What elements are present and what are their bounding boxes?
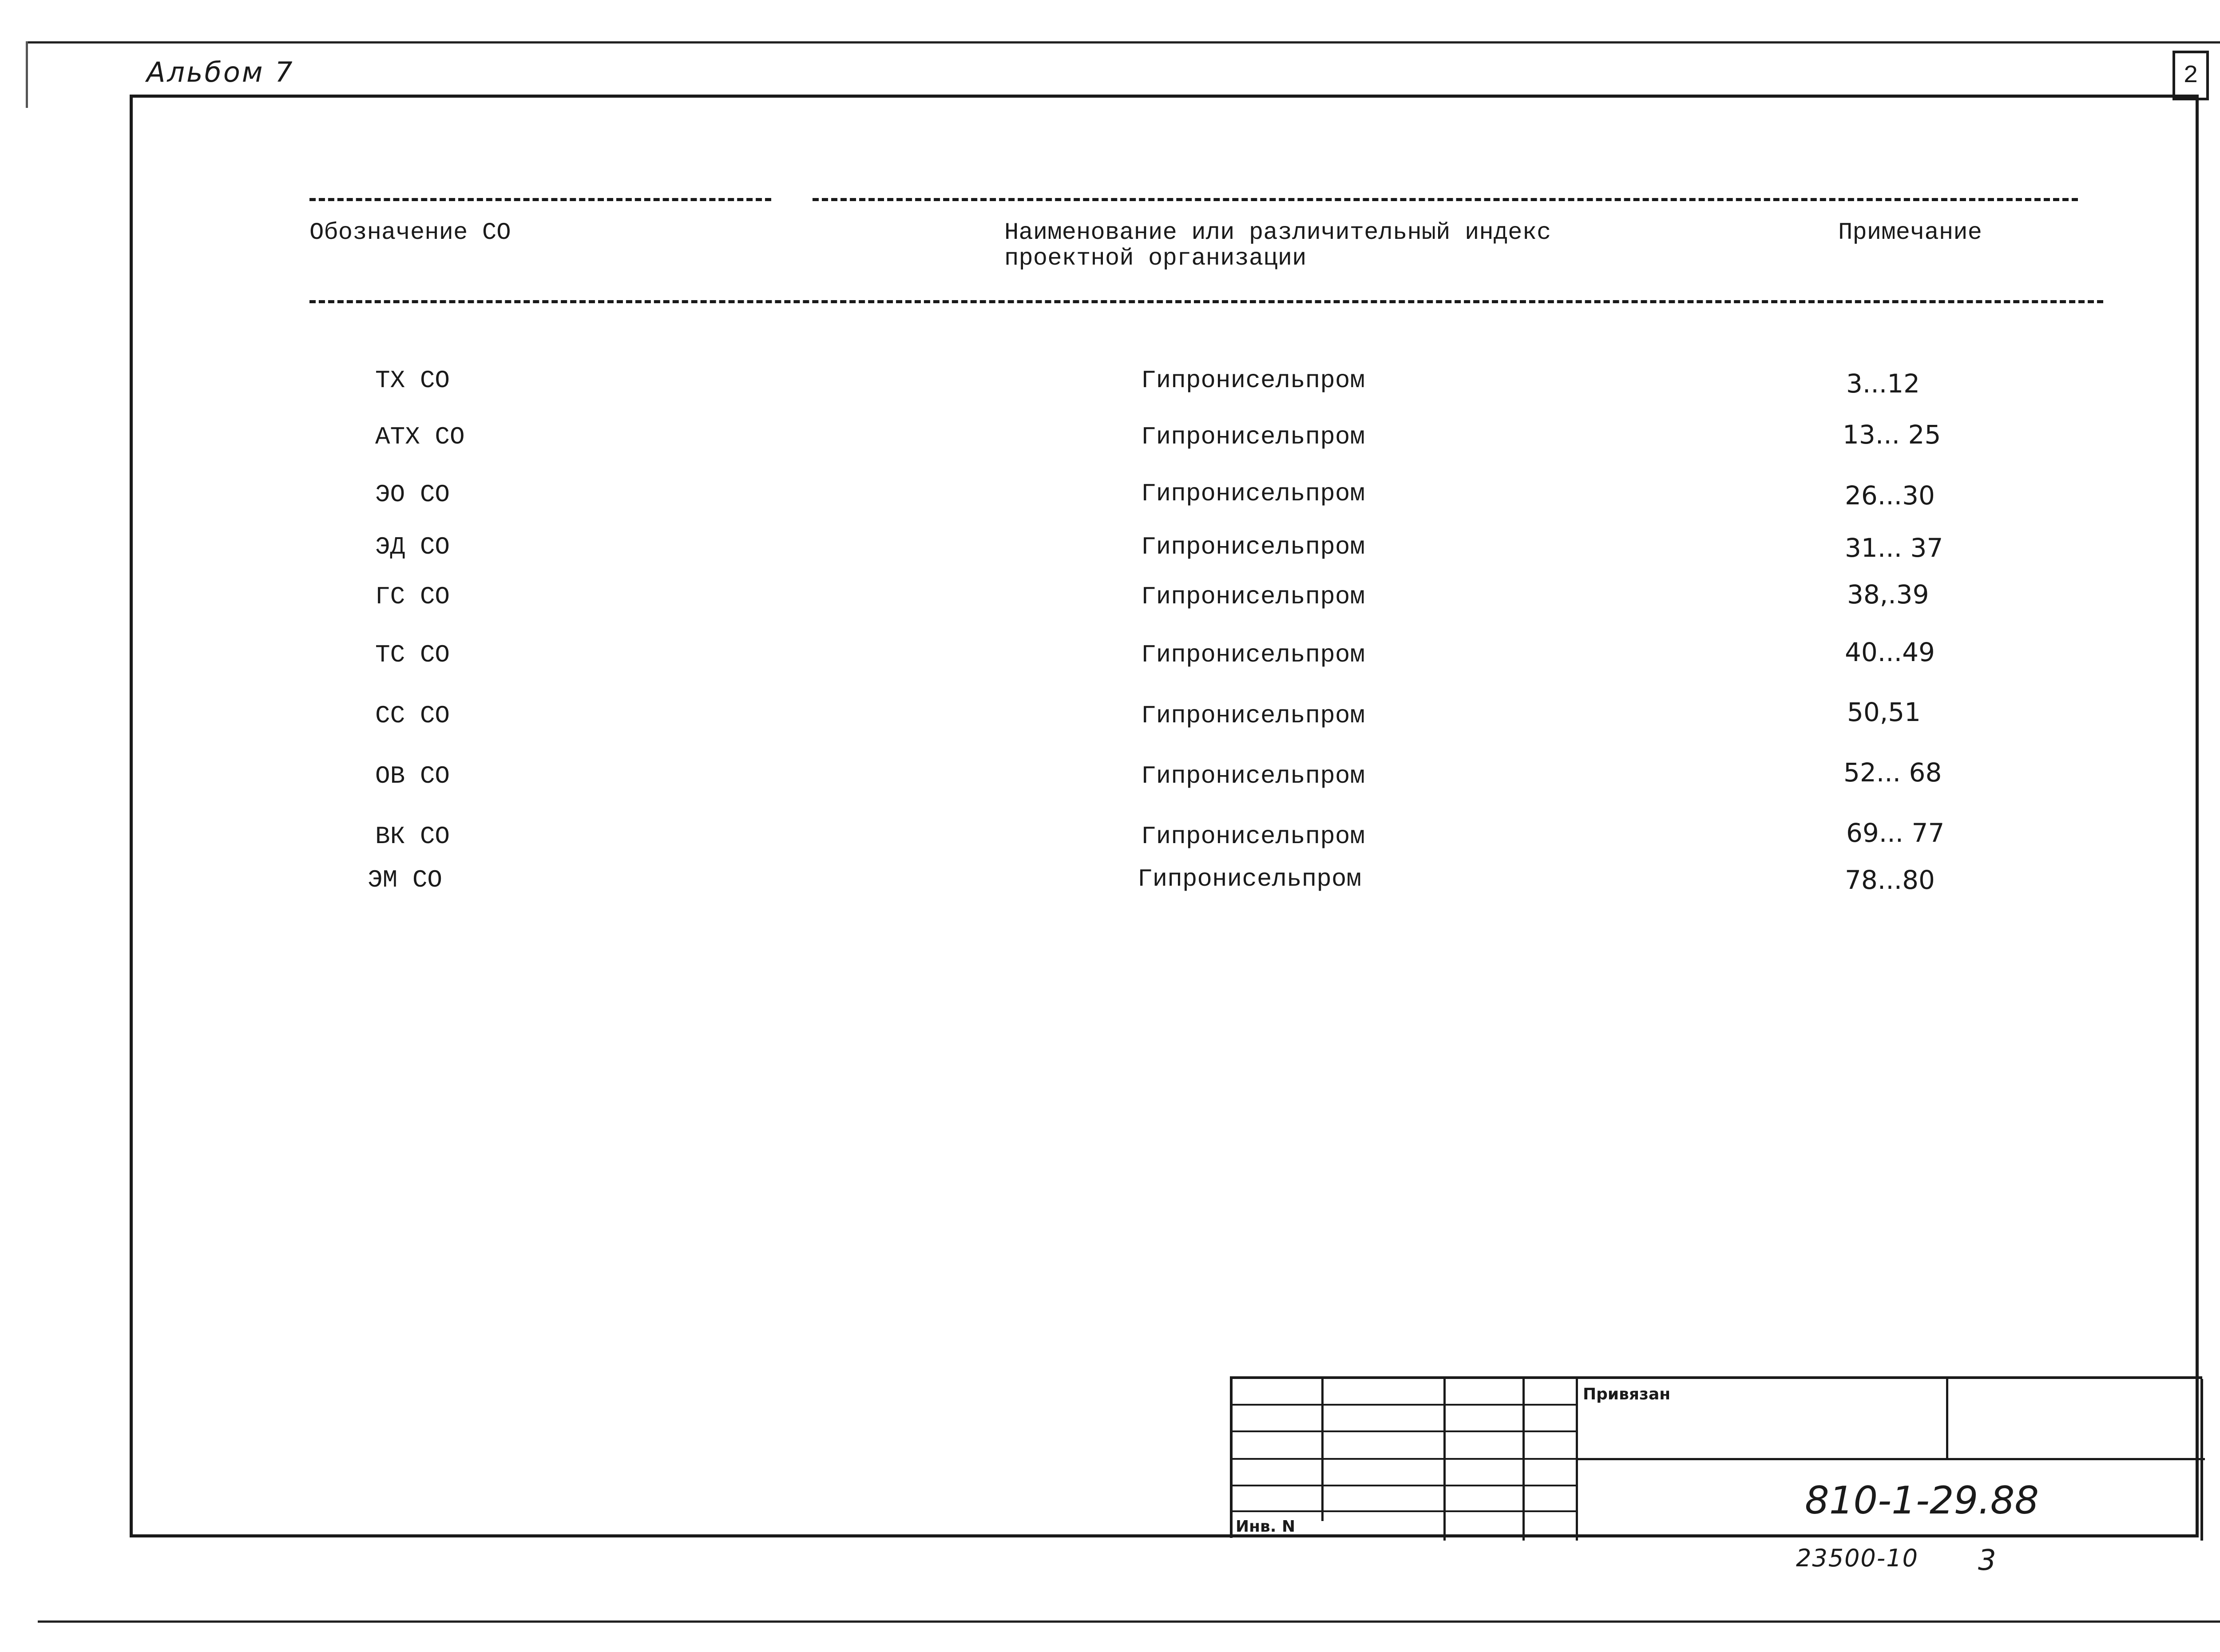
row-organization: Гипронисельпром xyxy=(1141,533,1365,561)
album-label: Альбом 7 xyxy=(147,56,294,88)
column-header-designation: Обозначение СО xyxy=(309,219,511,246)
sheet-number: 2 xyxy=(2172,51,2209,100)
row-code: ГС СО xyxy=(375,582,450,611)
document-code: 810-1-29.88 xyxy=(1805,1478,2039,1523)
row-note: 13... 25 xyxy=(1843,420,1941,450)
row-note: 40...49 xyxy=(1845,637,1935,667)
row-note: 26...30 xyxy=(1845,480,1935,511)
header-bottom-dashes xyxy=(309,300,2103,303)
row-organization: Гипронисельпром xyxy=(1141,582,1365,611)
inventory-number-label: Инв. N xyxy=(1236,1517,1296,1536)
row-code: ЭО СО xyxy=(375,480,450,509)
column-header-note: Примечание xyxy=(1838,219,1982,246)
row-code: ТС СО xyxy=(375,641,450,669)
row-code: ЭД СО xyxy=(375,533,450,561)
row-code: ЭМ СО xyxy=(368,866,443,894)
header-top-dashes-right xyxy=(813,198,2078,201)
archive-number: 23500-10 xyxy=(1796,1544,1919,1572)
header-top-dashes-left xyxy=(309,198,771,201)
row-code: АТХ СО xyxy=(375,423,465,451)
row-note: 52... 68 xyxy=(1843,757,1942,788)
row-code: ОВ СО xyxy=(375,762,450,790)
row-note: 3...12 xyxy=(1846,368,1920,399)
row-code: СС СО xyxy=(375,701,450,730)
row-code: ВК СО xyxy=(375,822,450,851)
row-note: 31... 37 xyxy=(1845,533,1943,563)
row-organization: Гипронисельпром xyxy=(1141,641,1365,669)
title-block xyxy=(1230,1376,2202,1538)
row-note: 78...80 xyxy=(1845,865,1935,895)
page-number: 3 xyxy=(1978,1544,1997,1577)
column-header-organization: Наименование или различительный индекс проектной организации xyxy=(1004,219,1551,272)
row-organization: Гипронисельпром xyxy=(1141,822,1365,851)
sheet-bottom-edge xyxy=(38,1620,2220,1623)
row-organization: Гипронисельпром xyxy=(1141,479,1365,508)
sheet-left-edge xyxy=(26,41,28,108)
row-note: 69... 77 xyxy=(1846,818,1945,848)
row-organization: Гипронисельпром xyxy=(1141,366,1365,395)
sheet-top-edge xyxy=(26,41,2220,44)
row-organization: Гипронисельпром xyxy=(1138,865,1362,893)
row-note: 50,51 xyxy=(1847,697,1921,727)
row-note: 38,.39 xyxy=(1847,579,1929,610)
row-organization: Гипронисельпром xyxy=(1141,762,1365,790)
row-organization: Гипронисельпром xyxy=(1141,423,1365,451)
drawing-frame xyxy=(130,95,2199,1537)
row-organization: Гипронисельпром xyxy=(1141,701,1365,730)
privyazan-label: Привязан xyxy=(1583,1385,1671,1403)
row-code: ТХ СО xyxy=(375,366,450,395)
